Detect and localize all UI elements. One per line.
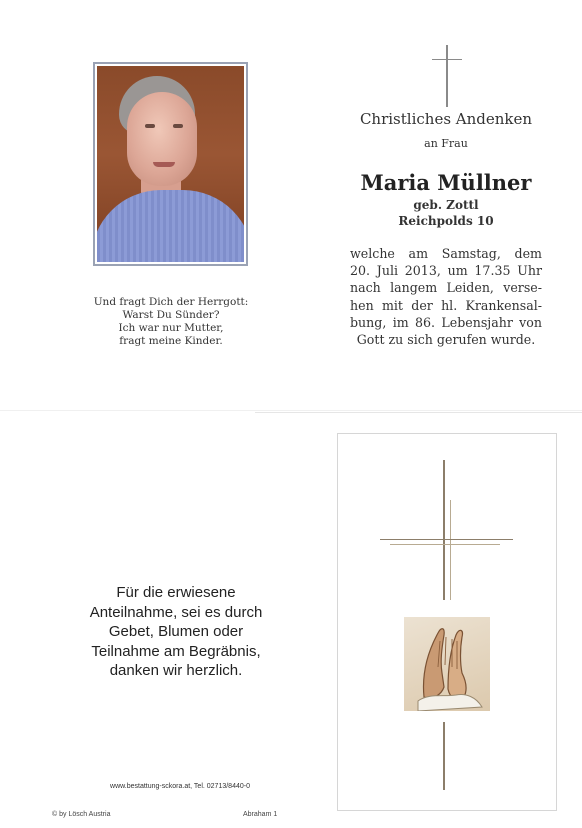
deceased-name: Maria Müllner [360, 170, 532, 195]
death-notice [350, 245, 542, 348]
death-notice-line: Gott zu sich gerufen wurde. [356, 332, 536, 348]
portrait-eye [173, 124, 183, 128]
funeral-home-contact: www.bestattung-sckora.at, Tel. 02713/8440-0 [110, 783, 250, 790]
poem-line: fragt meine Kinder. [119, 335, 223, 347]
fold-line [255, 412, 582, 413]
thanks-line: Gebet, Blumen oder [108, 623, 244, 640]
cross-icon [446, 45, 448, 107]
copyright-notice: © by Lösch Austria [52, 811, 111, 818]
death-notice-line: bung, im 86. Lebensjahr von [350, 314, 542, 330]
portrait-photo [97, 66, 244, 262]
portrait-face [127, 92, 197, 186]
maiden-name: geb. Zottl [413, 198, 479, 212]
fold-line [0, 410, 582, 411]
portrait-eye [145, 124, 155, 128]
praying-hands-icon [404, 617, 490, 711]
cross-icon-bar [380, 539, 513, 540]
poem [60, 296, 282, 348]
cross-icon-bar-shadow [390, 544, 500, 545]
thanks-line: Anteilnahme, sei es durch [89, 603, 263, 621]
cross-icon [443, 460, 445, 600]
card-model: Abraham 1 [243, 811, 278, 818]
cross-icon-bar [432, 59, 462, 60]
thank-you-text [60, 583, 292, 681]
thanks-line: danken wir herzlich. [109, 662, 243, 679]
portrait-frame [93, 62, 248, 266]
death-notice-line: 20. Juli 2013, um 17.35 Uhr [350, 263, 542, 279]
death-notice-line: hen mit der hl. Krankensal- [350, 297, 542, 313]
thanks-line: Teilnahme am Begräbnis, [91, 642, 261, 660]
death-notice-line: welche am Samstag, dem [350, 246, 542, 261]
thanks-line: Für die erwiesene [116, 584, 236, 601]
memorial-subheading: an Frau [424, 137, 468, 150]
poem-line: Warst Du Sünder? [122, 309, 220, 321]
memorial-heading: Christliches Andenken [359, 110, 533, 128]
death-notice-line: nach langem Leiden, verse- [350, 280, 542, 296]
poem-line: Und fragt Dich der Herrgott: [93, 296, 249, 308]
poem-line: Ich war nur Mutter, [118, 322, 224, 334]
portrait-sweater [97, 190, 244, 262]
cross-icon-foot [443, 722, 445, 790]
cross-icon-shadow [450, 500, 451, 600]
portrait-mouth [153, 162, 175, 167]
address: Reichpolds 10 [398, 214, 494, 228]
